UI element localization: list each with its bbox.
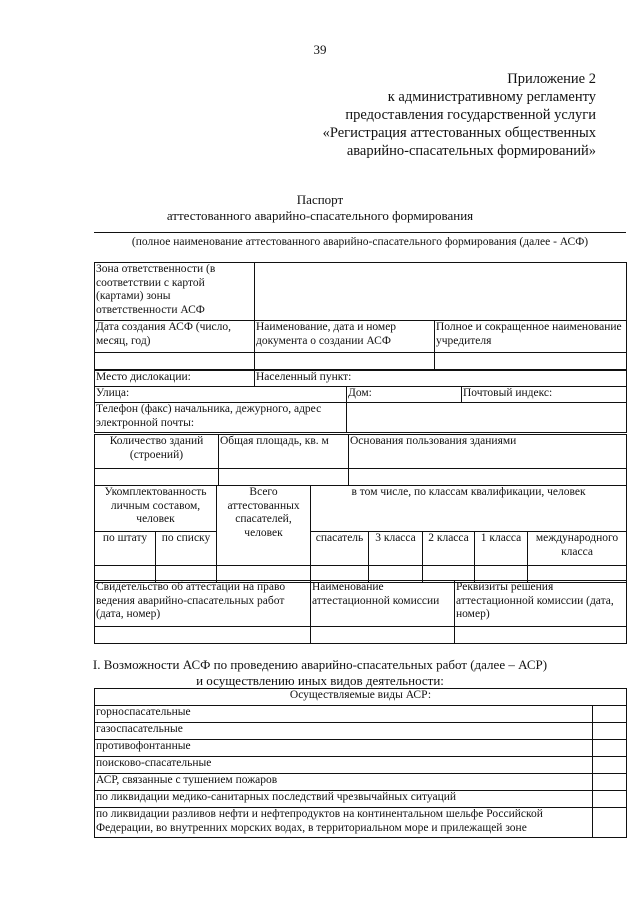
- total-area-value[interactable]: [219, 469, 349, 486]
- creation-doc-label: Наименование, дата и номер документа о создании АСФ: [255, 321, 435, 353]
- founder-label: Полное и сокращенное наименование учредителя: [435, 321, 627, 353]
- asr-type-item: АСР, связанные с тушением пожаров: [95, 774, 593, 791]
- street-label: Улица:: [95, 387, 347, 403]
- creation-date-label: Дата создания АСФ (число, месяц, год): [95, 321, 255, 353]
- by-list-label: по списку: [156, 532, 217, 566]
- asr-type-item: газоспасательные: [95, 723, 593, 740]
- section-title-line1: I. Возможности АСФ по проведению аварийно-спасательных работ (далее – АСР): [92, 657, 548, 672]
- zone-label: Зона ответственности (в соответствии с картой (картами) зоны ответственности АСФ: [95, 263, 255, 321]
- commission-decision-value[interactable]: [455, 627, 627, 644]
- asr-type-mark[interactable]: [593, 706, 627, 723]
- founder-value[interactable]: [435, 353, 627, 370]
- table-asr-types: [94, 688, 627, 838]
- zone-value[interactable]: [255, 263, 627, 321]
- page-number: 39: [313, 42, 327, 57]
- appendix-line: Приложение 2: [507, 71, 596, 87]
- buildings-count-value[interactable]: [95, 469, 219, 486]
- postal-label: Почтовый индекс:: [462, 387, 627, 403]
- asr-type-mark[interactable]: [593, 808, 627, 838]
- asr-type-mark[interactable]: [593, 757, 627, 774]
- asr-type-mark[interactable]: [593, 774, 627, 791]
- asr-type-item: по ликвидации разливов нефти и нефтепродуктов на континентальном шельфе Российской Федерации, во внутренних морских водах, в территориальном море и прилежащей зоне: [95, 808, 593, 838]
- phone-value[interactable]: [347, 403, 627, 433]
- by-staff-label: по штату: [95, 532, 156, 566]
- certificate-label: Свидетельство об аттестации на право ведения аварийно-спасательных работ (дата, номер): [95, 581, 311, 627]
- total-certified-label: Всего аттестованных спасателей, человек: [217, 486, 311, 566]
- commission-decision-label: Реквизиты решения аттестационной комиссии (дата, номер): [455, 581, 627, 627]
- commission-name-value[interactable]: [311, 627, 455, 644]
- creation-doc-value[interactable]: [255, 353, 435, 370]
- section-title: [0, 657, 640, 689]
- class-3-label: 3 класса: [369, 532, 423, 566]
- table-zone: [94, 262, 627, 370]
- certificate-value[interactable]: [95, 627, 311, 644]
- passport-subtitle: аттестованного аварийно-спасательного формирования: [166, 208, 474, 223]
- table-address: [94, 370, 627, 433]
- asr-type-item: горноспасательные: [95, 706, 593, 723]
- appendix-header: [323, 70, 596, 160]
- asr-type-mark[interactable]: [593, 723, 627, 740]
- appendix-line: предоставления государственной услуги: [345, 107, 596, 123]
- buildings-count-label: Количество зданий (строений): [95, 435, 219, 469]
- class-1-label: 1 класса: [475, 532, 528, 566]
- class-intl-label: международного класса: [528, 532, 627, 566]
- staffing-label: Укомплектованность личным составом, человек: [95, 486, 217, 532]
- asr-type-item: противофонтанные: [95, 740, 593, 757]
- name-underline: [94, 232, 626, 233]
- phone-label: Телефон (факс) начальника, дежурного, адрес электронной почты:: [95, 403, 347, 433]
- appendix-line: аварийно-спасательных формирований»: [346, 143, 596, 159]
- usage-basis-label: Основания пользования зданиями: [349, 435, 627, 469]
- asr-type-item: поисково-спасательные: [95, 757, 593, 774]
- table-buildings: [94, 434, 627, 486]
- settlement-label: Населенный пункт:: [255, 371, 627, 387]
- class-2-label: 2 класса: [423, 532, 475, 566]
- table-certificate: [94, 580, 627, 644]
- usage-basis-value[interactable]: [349, 469, 627, 486]
- appendix-line: к административному регламенту: [387, 89, 596, 105]
- total-area-label: Общая площадь, кв. м: [219, 435, 349, 469]
- section-title-line2: и осуществлению иных видов деятельности:: [196, 673, 444, 688]
- asr-type-mark[interactable]: [593, 791, 627, 808]
- table-staffing: [94, 485, 627, 583]
- by-class-label: в том числе, по классам квалификации, человек: [311, 486, 627, 532]
- creation-date-value[interactable]: [95, 353, 255, 370]
- appendix-line: «Регистрация аттестованных общественных: [322, 125, 596, 141]
- passport-title: Паспорт: [296, 192, 344, 207]
- asr-type-item: по ликвидации медико-санитарных последствий чрезвычайных ситуаций: [95, 791, 593, 808]
- asr-types-header: Осуществляемые виды АСР:: [95, 689, 627, 706]
- location-label: Место дислокации:: [95, 371, 255, 387]
- house-label: Дом:: [347, 387, 462, 403]
- asr-type-mark[interactable]: [593, 740, 627, 757]
- class-rescuer-label: спасатель: [311, 532, 369, 566]
- name-caption: (полное наименование аттестованного аварийно-спасательного формирования (далее - АСФ): [131, 236, 589, 248]
- commission-name-label: Наименование аттестационной комиссии: [311, 581, 455, 627]
